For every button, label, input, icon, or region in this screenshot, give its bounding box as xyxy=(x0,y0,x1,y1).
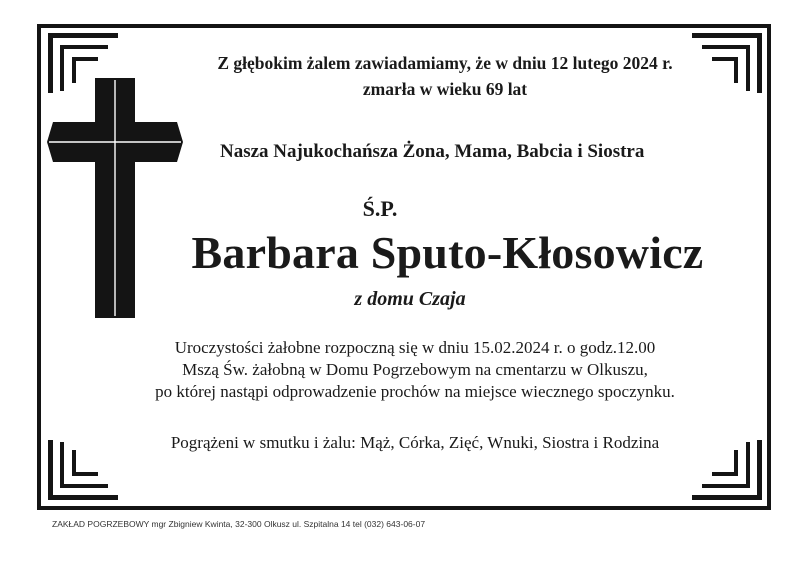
latin-cross-icon xyxy=(47,78,183,318)
intro-line-1: Z głębokim żalem zawiadamiamy, że w dniu 12 lutego 2024 r. xyxy=(217,53,673,73)
maiden-name: z domu Czaja xyxy=(354,288,466,310)
ceremony-line-2: Mszą Św. żałobną w Domu Pogrzebowym na cmentarzu w Olkuszu, xyxy=(182,360,648,379)
relationship-subtitle: Nasza Najukochańsza Żona, Mama, Babcia i Siostra xyxy=(220,141,645,162)
intro-line-2: zmarła w wieku 69 lat xyxy=(362,79,528,99)
mourners-text: Pogrążeni w smutku i żalu: Mąż, Córka, Zięć, Wnuki, Siostra i Rodzina xyxy=(170,433,660,452)
ceremony-line-1: Uroczystości żałobne rozpoczną się w dniu 15.02.2024 r. o godz.12.00 xyxy=(174,338,656,357)
intro-text xyxy=(110,50,780,102)
ceremony-details xyxy=(100,337,730,403)
sp-prefix: Ś.P. xyxy=(362,196,398,221)
ceremony-line-3: po której nastąpi odprowadzenie prochów na miejsce wiecznego spoczynku. xyxy=(155,382,675,401)
deceased-name: Barbara Sputo-Kłosowicz xyxy=(191,227,704,278)
funeral-home-footer: ZAKŁAD POGRZEBOWY mgr Zbigniew Kwinta, 32-300 Olkusz ul. Szpitalna 14 tel (032) 643-06-07 xyxy=(52,519,426,529)
